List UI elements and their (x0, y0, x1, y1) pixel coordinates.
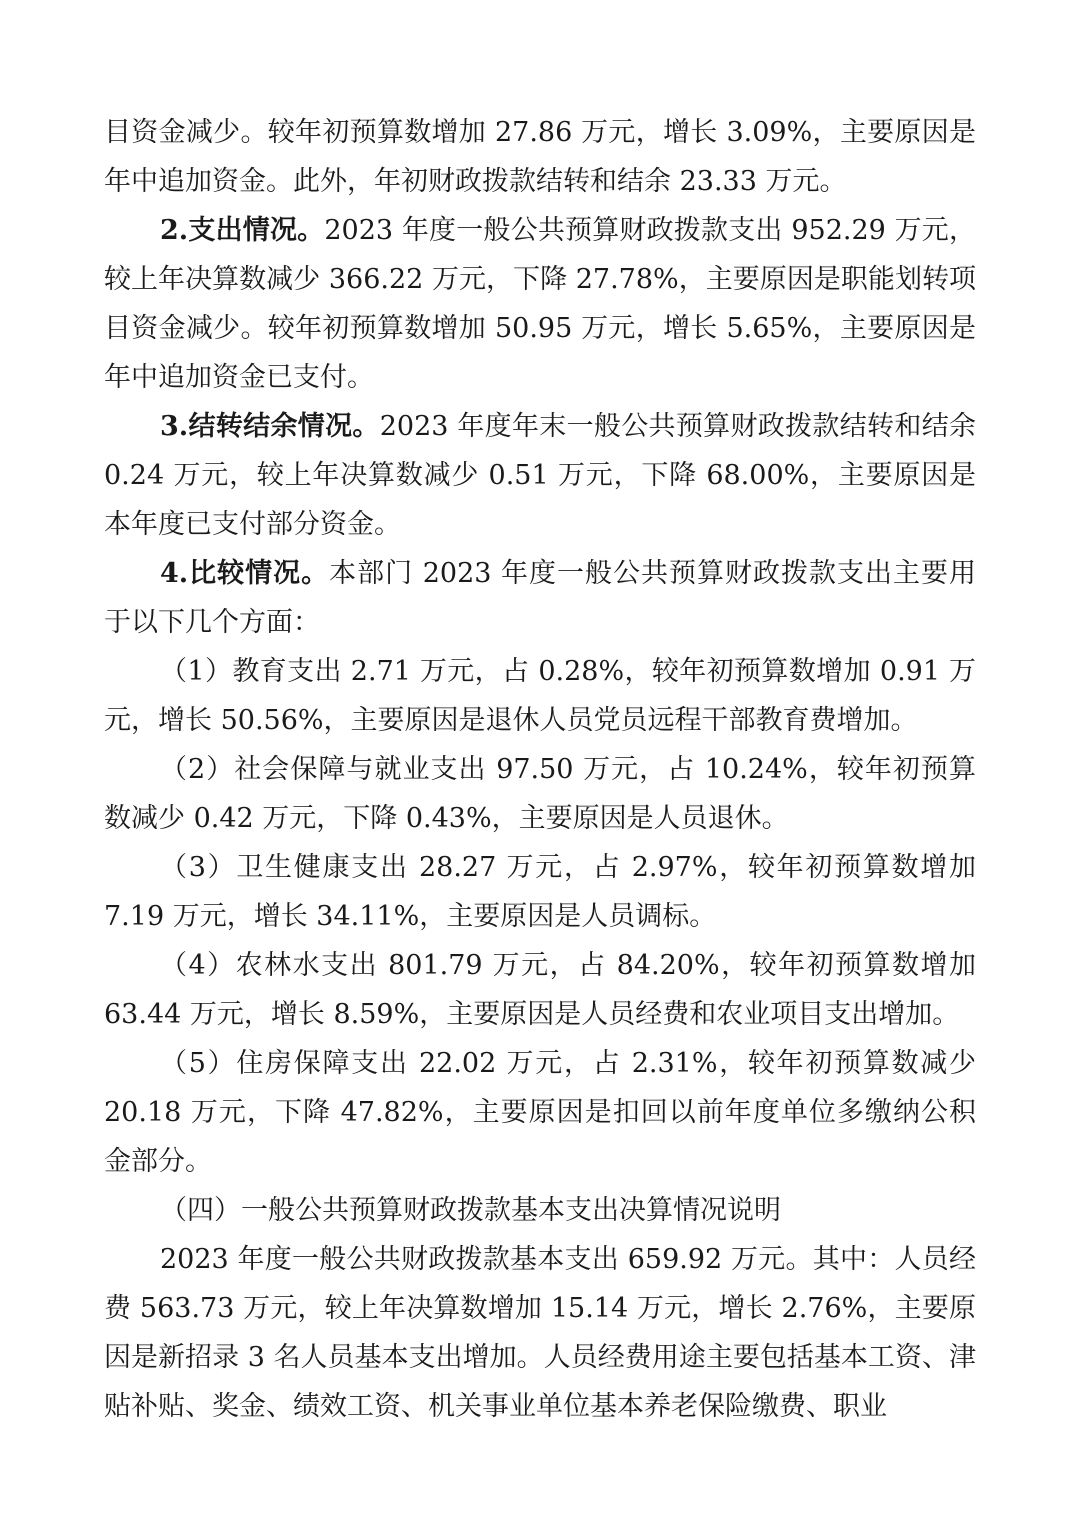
paragraph-text: （2）社会保障与就业支出 97.50 万元，占 10.24%，较年初预算数减少 0.42 万元，下降 0.43%，主要原因是人员退休。 (104, 754, 976, 834)
paragraph-text: 2023 年度一般公共预算财政拨款支出 952.29 万元，较上年决算数减少 366.22 万元，下降 27.78%，主要原因是职能划转项目资金减少。较年初预算数增加 50.95 万元，增长 5.65%，主要原因是年中追加资金已支付。 (104, 215, 976, 393)
list-item-education (104, 647, 976, 745)
paragraph-text: （四）一般公共预算财政拨款基本支出决算情况说明 (160, 1195, 781, 1226)
paragraph-text: （4）农林水支出 801.79 万元，占 84.20%，较年初预算数增加 63.44 万元，增长 8.59%，主要原因是人员经费和农业项目支出增加。 (104, 950, 976, 1030)
section-title-basic-expenditure (104, 1186, 976, 1235)
paragraph-basic-expenditure (104, 1235, 976, 1431)
list-item-housing (104, 1039, 976, 1186)
paragraph-text: 2023 年度一般公共财政拨款基本支出 659.92 万元。其中：人员经费 563.73 万元，较上年决算数增加 15.14 万元，增长 2.76%，主要原因是新招录 3 名人员基本支出增加。人员经费用途主要包括基本工资、津贴补贴、奖金、绩效工资、机关事业单位基本养老保险缴费、职业 (104, 1244, 976, 1422)
paragraph-income-continued (104, 108, 976, 206)
paragraph-text: （3）卫生健康支出 28.27 万元，占 2.97%，较年初预算数增加 7.19 万元，增长 34.11%，主要原因是人员调标。 (104, 852, 976, 932)
document-body (104, 108, 976, 1431)
section-heading: 3.结转结余情况。 (160, 411, 380, 442)
paragraph-comparison (104, 549, 976, 647)
paragraph-text: 目资金减少。较年初预算数增加 27.86 万元，增长 3.09%，主要原因是年中追加资金。此外，年初财政拨款结转和结余 23.33 万元。 (104, 117, 976, 197)
list-item-agriculture (104, 941, 976, 1039)
paragraph-carryover (104, 402, 976, 549)
paragraph-expenditure (104, 206, 976, 402)
section-heading: 4.比较情况。 (160, 558, 330, 589)
paragraph-text: 本部门 2023 年度一般公共预算财政拨款支出主要用于以下几个方面： (104, 558, 976, 638)
paragraph-text: 2023 年度年末一般公共预算财政拨款结转和结余 0.24 万元，较上年决算数减少 0.51 万元，下降 68.00%，主要原因是本年度已支付部分资金。 (104, 411, 977, 540)
list-item-health (104, 843, 976, 941)
section-heading: 2.支出情况。 (160, 215, 325, 246)
paragraph-text: （5）住房保障支出 22.02 万元，占 2.31%，较年初预算数减少 20.18 万元，下降 47.82%，主要原因是扣回以前年度单位多缴纳公积金部分。 (104, 1048, 976, 1177)
paragraph-text: （1）教育支出 2.71 万元，占 0.28%，较年初预算数增加 0.91 万元，增长 50.56%，主要原因是退休人员党员远程干部教育费增加。 (104, 656, 976, 736)
list-item-social-security (104, 745, 976, 843)
